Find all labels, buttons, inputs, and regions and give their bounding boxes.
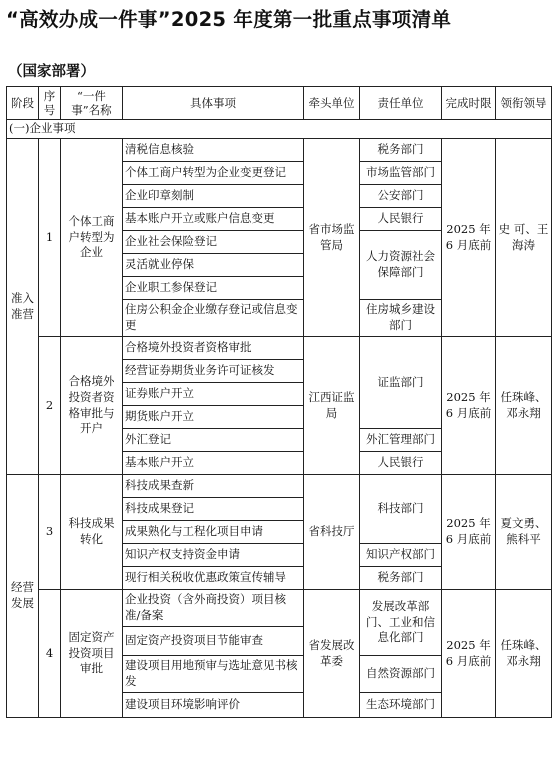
resp-unit-cell: 税务部门	[360, 139, 442, 162]
page-subtitle: （国家部署）	[8, 64, 95, 80]
detail-cell: 基本账户开立或账户信息变更	[123, 208, 304, 231]
leader-cell: 任珠峰、邓永翔	[496, 590, 552, 718]
detail-cell: 知识产权支持资金申请	[123, 544, 304, 567]
detail-cell: 建设项目用地预审与选址意见书核发	[123, 656, 304, 693]
deadline-cell: 2025 年 6 月底前	[442, 337, 496, 475]
lead-unit-cell: 省发展改革委	[304, 590, 360, 718]
stage-cell: 经营发展	[7, 475, 39, 718]
section-row	[7, 120, 552, 139]
resp-unit-cell: 证监部门	[360, 337, 442, 429]
leader-cell: 史 可、王海涛	[496, 139, 552, 337]
resp-unit-cell: 知识产权部门	[360, 544, 442, 567]
leader-cell: 任珠峰、邓永翔	[496, 337, 552, 475]
deadline-cell: 2025 年 6 月底前	[442, 590, 496, 718]
detail-cell: 企业投资（含外商投资）项目核准/备案	[123, 590, 304, 627]
resp-unit-cell: 税务部门	[360, 567, 442, 590]
resp-unit-cell: 外汇管理部门	[360, 429, 442, 452]
resp-unit-cell: 科技部门	[360, 475, 442, 544]
detail-cell: 个体工商户转型为企业变更登记	[123, 162, 304, 185]
detail-cell: 期货账户开立	[123, 406, 304, 429]
header-resp: 责任单位	[360, 87, 442, 120]
lead-unit-cell: 省市场监管局	[304, 139, 360, 337]
section-title: (一)企业事项	[7, 120, 552, 139]
seq-cell: 4	[39, 590, 61, 718]
task-list-table	[6, 86, 552, 718]
resp-unit-cell: 人民银行	[360, 208, 442, 231]
header-stage: 阶段	[7, 87, 39, 120]
event-name-cell: 科技成果转化	[61, 475, 123, 590]
resp-unit-cell: 发展改革部门、工业和信息化部门	[360, 590, 442, 656]
seq-cell: 1	[39, 139, 61, 337]
detail-cell: 科技成果查新	[123, 475, 304, 498]
lead-unit-cell: 省科技厅	[304, 475, 360, 590]
detail-cell: 基本账户开立	[123, 452, 304, 475]
detail-cell: 经营证券期货业务许可证核发	[123, 360, 304, 383]
detail-cell: 灵活就业停保	[123, 254, 304, 277]
resp-unit-cell: 人民银行	[360, 452, 442, 475]
leader-cell: 夏文勇、熊科平	[496, 475, 552, 590]
table-row	[7, 139, 552, 162]
deadline-cell: 2025 年 6 月底前	[442, 139, 496, 337]
header-event: “一件事”名称	[61, 87, 123, 120]
detail-cell: 固定资产投资项目节能审查	[123, 627, 304, 656]
resp-unit-cell: 公安部门	[360, 185, 442, 208]
header-lead: 牵头单位	[304, 87, 360, 120]
header-leader: 领衔领导	[496, 87, 552, 120]
detail-cell: 外汇登记	[123, 429, 304, 452]
event-name-cell: 固定资产投资项目审批	[61, 590, 123, 718]
header-deadline: 完成时限	[442, 87, 496, 120]
table-row	[7, 590, 552, 627]
event-name-cell: 个体工商户转型为企业	[61, 139, 123, 337]
stage-cell: 准入准营	[7, 139, 39, 475]
detail-cell: 企业印章刻制	[123, 185, 304, 208]
detail-cell: 成果熟化与工程化项目申请	[123, 521, 304, 544]
detail-cell: 住房公积金企业缴存登记或信息变更	[123, 300, 304, 337]
detail-cell: 企业社会保险登记	[123, 231, 304, 254]
header-row	[7, 87, 552, 120]
detail-cell: 科技成果登记	[123, 498, 304, 521]
lead-unit-cell: 江西证监局	[304, 337, 360, 475]
detail-cell: 清税信息核验	[123, 139, 304, 162]
detail-cell: 证券账户开立	[123, 383, 304, 406]
deadline-cell: 2025 年 6 月底前	[442, 475, 496, 590]
resp-unit-cell: 生态环境部门	[360, 693, 442, 718]
resp-unit-cell: 市场监管部门	[360, 162, 442, 185]
seq-cell: 2	[39, 337, 61, 475]
detail-cell: 企业职工参保登记	[123, 277, 304, 300]
detail-cell: 合格境外投资者资格审批	[123, 337, 304, 360]
resp-unit-cell: 住房城乡建设部门	[360, 300, 442, 337]
event-name-cell: 合格境外投资者资格审批与开户	[61, 337, 123, 475]
page-title: “高效办成一件事”2025 年度第一批重点事项清单	[6, 8, 452, 31]
header-seq: 序号	[39, 87, 61, 120]
seq-cell: 3	[39, 475, 61, 590]
table-row	[7, 337, 552, 360]
resp-unit-cell: 自然资源部门	[360, 656, 442, 693]
table-row	[7, 475, 552, 498]
detail-cell: 现行相关税收优惠政策宣传辅导	[123, 567, 304, 590]
header-detail: 具体事项	[123, 87, 304, 120]
detail-cell: 建设项目环境影响评价	[123, 693, 304, 718]
resp-unit-cell: 人力资源社会保障部门	[360, 231, 442, 300]
